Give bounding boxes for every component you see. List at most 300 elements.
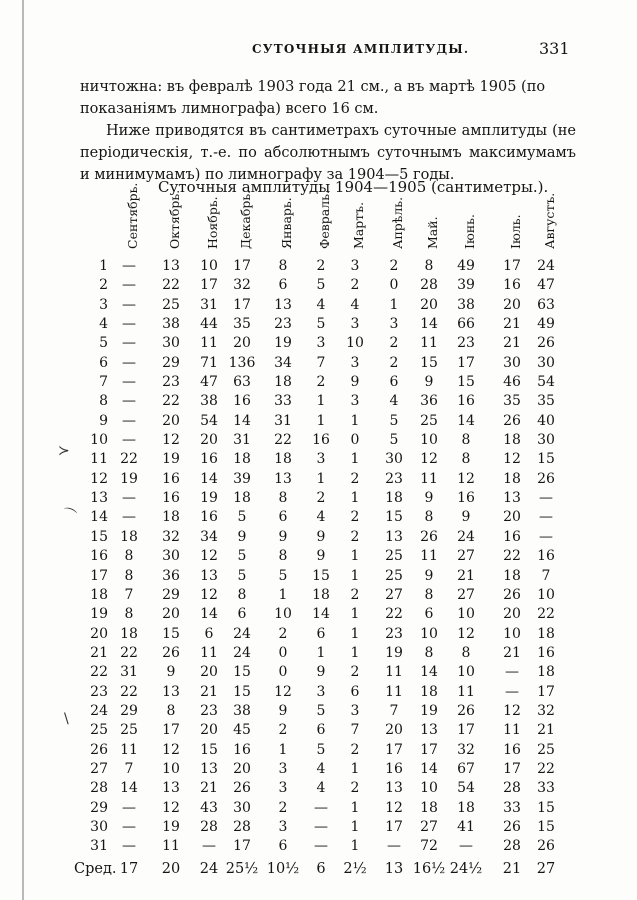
table-cell: — — [505, 683, 519, 700]
table-cell: 54 — [200, 412, 218, 429]
month-header — [504, 206, 522, 264]
table-cell: 26 — [503, 818, 521, 835]
table-cell: 16 — [537, 644, 555, 661]
table-cell: 18 — [503, 432, 521, 449]
table-cell: 43 — [200, 799, 218, 816]
table-cell: 49 — [537, 316, 555, 333]
table-cell: 3 — [350, 702, 360, 719]
table-cell: 17 — [457, 354, 475, 371]
table-cell: 11 — [162, 838, 180, 855]
table-cell: 2 — [389, 354, 399, 371]
table-cell: 35 — [503, 393, 521, 410]
table-cell: — — [122, 277, 136, 294]
table-row — [0, 509, 637, 528]
table-cell: 20 — [503, 606, 521, 623]
table-cell: 23 — [162, 374, 180, 391]
table-cell: 1 — [350, 548, 360, 565]
table-cell: 26 — [162, 644, 180, 661]
table-cell: 26 — [537, 335, 555, 352]
table-cell: 17 — [503, 258, 521, 274]
table-cell: 7 — [124, 760, 134, 777]
month-label: Сентябрь. — [125, 182, 140, 249]
table-cell: 18 — [233, 490, 251, 507]
table-cell: 23 — [457, 335, 475, 352]
table-cell: 15 — [233, 683, 251, 700]
month-header — [234, 189, 253, 264]
table-cell: 30 — [162, 335, 180, 352]
table-cell: 54 — [457, 780, 475, 797]
table-cell: 23 — [200, 702, 218, 719]
table-cell: 29 — [162, 586, 180, 603]
table-cell: 20 — [200, 664, 218, 681]
page-number: 331 — [539, 39, 570, 58]
table-row — [0, 393, 637, 412]
table-cell: 9 — [424, 490, 434, 507]
table-cell: 24 — [457, 528, 475, 545]
table-cell: 12 — [200, 548, 218, 565]
average-row — [0, 861, 637, 880]
table-cell: 14 — [233, 412, 251, 429]
table-cell: 22 — [274, 432, 292, 449]
table-cell: 15 — [200, 741, 218, 758]
table-cell: 1 — [350, 644, 360, 661]
table-cell: 8 — [424, 644, 434, 661]
table-cell: 7 — [389, 702, 399, 719]
table-cell: 16 — [162, 490, 180, 507]
table-cell: 12 — [503, 451, 521, 468]
table-cell: 32 — [457, 741, 475, 758]
table-row — [0, 838, 637, 857]
table-cell: 21 — [503, 316, 521, 333]
table-cell: 21 — [503, 644, 521, 661]
table-cell: 32 — [233, 277, 251, 294]
table-cell: 1 — [350, 818, 360, 835]
table-cell: 1 — [350, 838, 360, 855]
table-cell: 2 — [389, 258, 399, 274]
table-cell: 5 — [389, 432, 399, 449]
table-cell: — — [122, 509, 136, 526]
table-cell: 15 — [312, 567, 330, 584]
table-cell: 19 — [420, 702, 438, 719]
table-cell: 13 — [162, 683, 180, 700]
table-cell: 11 — [200, 644, 218, 661]
table-cell: 63 — [537, 296, 555, 313]
table-cell: 67 — [457, 760, 475, 777]
table-cell: 10 — [346, 335, 364, 352]
table-cell: 19 — [162, 818, 180, 835]
table-cell: 1 — [350, 799, 360, 816]
day-number: 11 — [90, 451, 108, 468]
table-cell: 6 — [389, 374, 399, 391]
table-cell: 12 — [457, 470, 475, 487]
table-cell: 3 — [278, 818, 288, 835]
table-cell: 29 — [162, 354, 180, 371]
table-cell: 11 — [385, 664, 403, 681]
amplitude-table — [0, 258, 637, 880]
table-cell: 6 — [278, 277, 288, 294]
table-cell: 4 — [389, 393, 399, 410]
table-cell: 21 — [503, 335, 521, 352]
table-cell: 30 — [233, 799, 251, 816]
table-cell: 19 — [162, 451, 180, 468]
table-cell: 15 — [385, 509, 403, 526]
table-cell: 11 — [457, 683, 475, 700]
day-number: 30 — [90, 818, 108, 835]
table-row — [0, 626, 637, 645]
table-row — [0, 490, 637, 509]
table-cell: 1 — [316, 393, 326, 410]
table-cell: — — [387, 838, 401, 855]
table-cell: 39 — [457, 277, 475, 294]
table-row — [0, 374, 637, 393]
table-row — [0, 819, 637, 838]
table-cell: 1 — [350, 451, 360, 468]
table-row — [0, 606, 637, 625]
table-cell: 1 — [350, 606, 360, 623]
table-cell: 18 — [274, 374, 292, 391]
table-cell: 1 — [350, 567, 360, 584]
table-cell: 1 — [316, 412, 326, 429]
table-cell: 4 — [316, 509, 326, 526]
table-cell: 17 — [420, 741, 438, 758]
table-cell: 22 — [120, 644, 138, 661]
table-cell: 22 — [537, 606, 555, 623]
table-cell: 6 — [278, 838, 288, 855]
table-cell: 44 — [200, 316, 218, 333]
table-cell: 11 — [385, 683, 403, 700]
table-cell: 8 — [461, 451, 471, 468]
table-row — [0, 645, 637, 664]
month-label: Февраль. — [317, 190, 332, 249]
day-number: 23 — [90, 683, 108, 700]
table-cell: 1 — [278, 586, 288, 603]
average-label: Сред. — [74, 860, 117, 877]
margin-mark-11: ≻ — [58, 443, 70, 459]
table-cell: 15 — [537, 799, 555, 816]
table-row — [0, 297, 637, 316]
table-cell: 1 — [350, 625, 360, 642]
day-number: 19 — [90, 606, 108, 623]
table-cell: 13 — [420, 722, 438, 739]
table-cell: 0 — [350, 432, 360, 449]
table-cell: 8 — [278, 258, 288, 274]
month-label: Ноябрь. — [205, 196, 220, 249]
table-cell: 22 — [385, 606, 403, 623]
table-cell: 28 — [503, 780, 521, 797]
table-cell: 16 — [233, 741, 251, 758]
table-cell: 12 — [503, 702, 521, 719]
day-number: 15 — [90, 528, 108, 545]
day-number: 9 — [99, 412, 108, 429]
paragraph-2: Ниже приводятся въ сантиметрахъ суточные амплитуды (не періодическія, т.-е. по абсолютнымъ суточнымъ максимумамъ и минимумамъ) по лимнографу за 1904—5 годы. — [80, 123, 576, 183]
day-number: 8 — [99, 393, 108, 410]
day-number: 10 — [90, 432, 108, 449]
table-cell: 1 — [316, 644, 326, 661]
average-cell: 13 — [384, 860, 404, 877]
table-cell: 8 — [237, 586, 247, 603]
table-row — [0, 413, 637, 432]
table-cell: 47 — [200, 374, 218, 391]
month-label: Августъ. — [542, 192, 557, 249]
table-cell: 13 — [385, 780, 403, 797]
table-cell: 30 — [537, 354, 555, 371]
table-cell: 4 — [316, 760, 326, 777]
month-label: Октябрь. — [167, 189, 182, 249]
table-cell: 8 — [278, 548, 288, 565]
table-cell: 9 — [350, 374, 360, 391]
table-cell: 5 — [316, 316, 326, 333]
table-cell: 16 — [233, 393, 251, 410]
table-cell: 18 — [503, 470, 521, 487]
table-cell: 13 — [274, 296, 292, 313]
table-cell: 12 — [385, 799, 403, 816]
table-cell: 10 — [537, 586, 555, 603]
table-row — [0, 587, 637, 606]
day-number: 3 — [99, 296, 108, 313]
table-cell: 3 — [278, 760, 288, 777]
table-cell: 71 — [200, 354, 218, 371]
table-cell: 63 — [233, 374, 251, 391]
table-cell: 22 — [162, 277, 180, 294]
month-header — [163, 189, 182, 264]
table-cell: 38 — [200, 393, 218, 410]
table-cell: 32 — [162, 528, 180, 545]
table-cell: 20 — [420, 296, 438, 313]
table-cell: — — [122, 316, 136, 333]
table-cell: 36 — [420, 393, 438, 410]
table-cell: 3 — [389, 316, 399, 333]
table-cell: 35 — [233, 316, 251, 333]
table-cell: 1 — [350, 490, 360, 507]
table-cell: 15 — [420, 354, 438, 371]
average-cell: 20 — [161, 860, 181, 877]
table-cell: 2 — [316, 374, 326, 391]
table-cell: 3 — [350, 354, 360, 371]
table-cell: 2 — [350, 664, 360, 681]
table-cell: — — [314, 818, 328, 835]
day-number: 12 — [90, 470, 108, 487]
day-number: 20 — [90, 625, 108, 642]
table-cell: 25 — [385, 548, 403, 565]
table-cell: 16 — [503, 528, 521, 545]
table-cell: 12 — [200, 586, 218, 603]
table-cell: 12 — [162, 799, 180, 816]
month-label: Апрѣль. — [390, 196, 405, 249]
table-cell: 7 — [316, 354, 326, 371]
table-cell: 6 — [204, 625, 214, 642]
table-cell: 5 — [316, 702, 326, 719]
table-cell: 4 — [316, 296, 326, 313]
table-cell: 54 — [537, 374, 555, 391]
table-row — [0, 664, 637, 683]
table-cell: 20 — [233, 760, 251, 777]
day-number: 24 — [90, 702, 108, 719]
table-cell: 14 — [420, 760, 438, 777]
table-cell: 26 — [233, 780, 251, 797]
table-cell: 17 — [385, 741, 403, 758]
table-cell: — — [122, 296, 136, 313]
table-cell: 3 — [316, 335, 326, 352]
table-cell: 16 — [503, 277, 521, 294]
day-number: 1 — [99, 258, 108, 274]
month-label: Май. — [425, 216, 440, 249]
table-cell: 25 — [420, 412, 438, 429]
table-cell: 30 — [503, 354, 521, 371]
table-cell: 1 — [389, 296, 399, 313]
table-row — [0, 800, 637, 819]
table-cell: 20 — [200, 722, 218, 739]
table-cell: 9 — [424, 567, 434, 584]
table-cell: 2 — [350, 780, 360, 797]
table-cell: 29 — [120, 702, 138, 719]
table-cell: 18 — [274, 451, 292, 468]
table-cell: 7 — [350, 722, 360, 739]
average-cell: 16½ — [412, 860, 446, 877]
table-cell: 6 — [316, 625, 326, 642]
day-number: 31 — [90, 838, 108, 855]
table-cell: 17 — [233, 296, 251, 313]
table-cell: 5 — [316, 741, 326, 758]
table-cell: 11 — [200, 335, 218, 352]
table-cell: 12 — [162, 741, 180, 758]
table-row — [0, 529, 637, 548]
table-cell: — — [122, 374, 136, 391]
table-cell: 32 — [537, 702, 555, 719]
table-cell: 13 — [503, 490, 521, 507]
average-cell: 17 — [119, 860, 139, 877]
table-cell: 22 — [120, 683, 138, 700]
average-cell: 6 — [316, 860, 326, 877]
table-cell: — — [122, 412, 136, 429]
table-cell: 38 — [162, 316, 180, 333]
table-cell: 31 — [274, 412, 292, 429]
table-cell: 6 — [424, 606, 434, 623]
table-cell: 16 — [457, 490, 475, 507]
table-row — [0, 277, 637, 296]
table-row — [0, 684, 637, 703]
table-cell: 8 — [424, 509, 434, 526]
month-header — [347, 201, 366, 264]
margin-mark-26: \ — [64, 711, 69, 727]
table-cell: 13 — [385, 528, 403, 545]
day-number: 6 — [99, 354, 108, 371]
table-cell: 15 — [537, 451, 555, 468]
table-cell: — — [505, 664, 519, 681]
table-cell: 26 — [503, 412, 521, 429]
table-row — [0, 548, 637, 567]
table-cell: 18 — [503, 567, 521, 584]
table-cell: 5 — [278, 567, 288, 584]
table-cell: 2 — [350, 277, 360, 294]
table-cell: 16 — [312, 432, 330, 449]
month-header — [386, 196, 405, 264]
table-cell: 5 — [389, 412, 399, 429]
day-number: 7 — [99, 374, 108, 391]
table-cell: 3 — [350, 258, 360, 274]
table-cell: 10 — [200, 258, 218, 274]
table-cell: — — [122, 258, 136, 274]
day-number: 16 — [90, 548, 108, 565]
average-cell: 24 — [199, 860, 219, 877]
table-cell: 12 — [274, 683, 292, 700]
table-cell: 30 — [162, 548, 180, 565]
table-cell: 26 — [457, 702, 475, 719]
table-cell: 10 — [420, 780, 438, 797]
table-cell: 4 — [350, 296, 360, 313]
table-cell: 24 — [233, 644, 251, 661]
table-cell: 8 — [424, 586, 434, 603]
table-cell: 9 — [278, 702, 288, 719]
table-cell: — — [202, 838, 216, 855]
table-cell: 39 — [233, 470, 251, 487]
margin-mark-15: ⌒ — [59, 506, 78, 526]
average-cell: 25½ — [225, 860, 259, 877]
table-row — [0, 335, 637, 354]
table-cell: 18 — [120, 528, 138, 545]
table-cell: — — [122, 490, 136, 507]
day-number: 26 — [90, 741, 108, 758]
table-cell: — — [122, 354, 136, 371]
table-row — [0, 761, 637, 780]
table-cell: 23 — [385, 625, 403, 642]
table-cell: 11 — [420, 548, 438, 565]
table-cell: 21 — [200, 780, 218, 797]
day-number: 5 — [99, 335, 108, 352]
table-cell: 8 — [124, 567, 134, 584]
table-cell: 22 — [503, 548, 521, 565]
table-cell: 17 — [162, 722, 180, 739]
table-cell: 18 — [420, 799, 438, 816]
table-cell: — — [459, 838, 473, 855]
table-cell: 33 — [274, 393, 292, 410]
table-row — [0, 451, 637, 470]
table-cell: 9 — [316, 548, 326, 565]
table-cell: 11 — [420, 470, 438, 487]
table-cell: 7 — [541, 567, 551, 584]
table-cell: 25 — [537, 741, 555, 758]
table-cell: 16 — [162, 470, 180, 487]
table-cell: 25 — [162, 296, 180, 313]
table-cell: 19 — [385, 644, 403, 661]
table-cell: 30 — [537, 432, 555, 449]
day-number: 18 — [90, 586, 108, 603]
table-cell: 11 — [503, 722, 521, 739]
table-cell: 0 — [278, 664, 288, 681]
table-cell: 40 — [537, 412, 555, 429]
day-number: 4 — [99, 316, 108, 333]
table-cell: 3 — [350, 393, 360, 410]
day-number: 25 — [90, 722, 108, 739]
table-cell: 10 — [457, 664, 475, 681]
day-number: 13 — [90, 490, 108, 507]
running-head — [0, 39, 637, 62]
table-cell: 10 — [457, 606, 475, 623]
table-cell: 20 — [233, 335, 251, 352]
month-header — [458, 206, 476, 264]
table-cell: 21 — [457, 567, 475, 584]
table-cell: 9 — [278, 528, 288, 545]
table-row — [0, 780, 637, 799]
paragraph-1: ничтожна: въ февралѣ 1903 года 21 см., а въ мартѣ 1905 (по показаніямъ лимнографа) всего 16 см. — [80, 79, 546, 117]
table-cell: 25 — [385, 567, 403, 584]
table-row — [0, 471, 637, 490]
table-cell: 11 — [420, 335, 438, 352]
table-cell: 14 — [120, 780, 138, 797]
table-cell: — — [539, 490, 553, 507]
table-cell: 18 — [120, 625, 138, 642]
table-cell: 31 — [200, 296, 218, 313]
table-cell: 47 — [537, 277, 555, 294]
